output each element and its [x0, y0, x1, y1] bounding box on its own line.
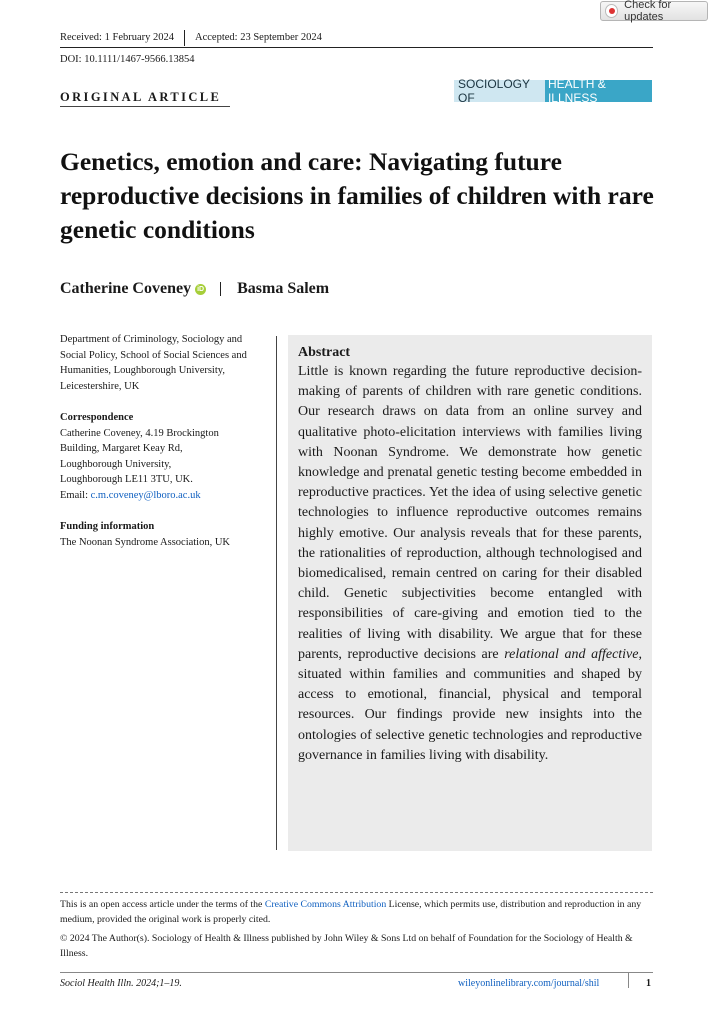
article-title: Genetics, emotion and care: Navigating future reproductive decisions in families of children with rare genetic conditions [60, 147, 654, 244]
author-name[interactable]: Basma Salem [237, 280, 330, 297]
journal-badge [454, 77, 652, 105]
article-type-underline [60, 106, 230, 107]
correspondence-address-line: Loughborough University, [60, 458, 172, 470]
journal-citation: Sociol Health Illn. 2024;1–19. [60, 978, 182, 989]
abstract-text-after: , situated within families and communities and shaped by access to emotional, financial, physical and temporal resources. Our findings provide new insights into the ontologies of selective genetic technologies and reproductive governance in families living with disability. [298, 646, 642, 763]
abstract-heading: Abstract [298, 345, 351, 360]
orcid-icon[interactable]: iD [197, 285, 205, 293]
email-link[interactable]: c.m.coveney@lboro.ac.uk [90, 489, 201, 501]
license-note [60, 898, 654, 927]
doi: DOI: 10.1111/1467-9566.13854 [60, 54, 195, 65]
copyright-note: © 2024 The Author(s). Sociology of Health & Illness published by John Wiley & Sons Ltd on behalf of Foundation for the Sociology of Health & Illness. [60, 933, 633, 959]
journal-badge-part2: HEALTH & ILLNESS [545, 80, 652, 102]
journal-badge-part1: SOCIOLOGY OF [458, 77, 530, 105]
sidebar-info [60, 332, 270, 550]
received-date: Received: 1 February 2024 [60, 32, 175, 43]
column-divider [276, 336, 277, 850]
license-suffix: License, which permits use, distribution and reproduction in any medium, provided the original work is properly cited. [60, 899, 642, 925]
header-rule [60, 47, 653, 48]
footnote-divider [60, 892, 653, 893]
author-name[interactable]: Catherine Coveney [60, 280, 192, 297]
author-divider [220, 282, 221, 296]
footer-rule [60, 972, 653, 973]
abstract-text-before: Little is known regarding the future reproductive decision-making of parents of children with rare genetic conditions. Our research draws on data from an online survey and qualitative photo-elicitation interviews with families living with Noonan Syndrome. We demonstrate how genetic knowledge and prenatal genetic testing become embedded in reproductive practices. Yet the idea of using selective genetic technologies to influence reproductive outcomes remains highly emotive. Our analysis reveals that for these parents, the rationalities of reproduction, although technologised and biomedicalised, remain centred on caring for their disabled child. Genetic subjectivities become entangled with responsibilities of care-giving and emotion tied to the realities of living with disability. We argue that for these parents, reproductive decisions are [298, 364, 642, 662]
page-number: 1 [646, 978, 651, 989]
abstract-box [288, 335, 652, 851]
article-type: ORIGINAL ARTICLE [60, 90, 222, 104]
abstract-emphasis: relational and affective [504, 646, 639, 662]
license-prefix: This is an open access article under the terms of the [60, 899, 265, 910]
email-label: Email: [60, 489, 91, 501]
check-for-updates-button[interactable] [600, 1, 708, 21]
footer-divider [628, 972, 629, 988]
correspondence-address-line: Loughborough LE11 3TU, UK. [60, 474, 193, 485]
correspondence-email-line [60, 488, 270, 504]
correspondence-address-line: Catherine Coveney, 4.19 Brockington [60, 427, 219, 439]
correspondence-heading: Correspondence [60, 412, 134, 423]
journal-url-link[interactable]: wileyonlinelibrary.com/journal/shil [458, 978, 600, 989]
abstract-text [298, 362, 642, 766]
funding-heading: Funding information [60, 521, 155, 532]
crossmark-icon [605, 4, 618, 18]
accepted-date: Accepted: 23 September 2024 [195, 32, 322, 43]
article-dates [60, 32, 322, 46]
funding-text: The Noonan Syndrome Association, UK [60, 536, 231, 548]
creative-commons-link[interactable]: Creative Commons Attribution [264, 899, 387, 910]
affiliation: Department of Criminology, Sociology and Social Policy, School of Social Sciences and Humanities, Loughborough University, Leicestershire, UK [60, 334, 247, 392]
author-list [60, 280, 329, 298]
correspondence-address-line: Building, Margaret Keay Rd, [60, 443, 183, 454]
check-for-updates-label: Check for updates [624, 0, 672, 23]
date-divider [184, 30, 185, 46]
